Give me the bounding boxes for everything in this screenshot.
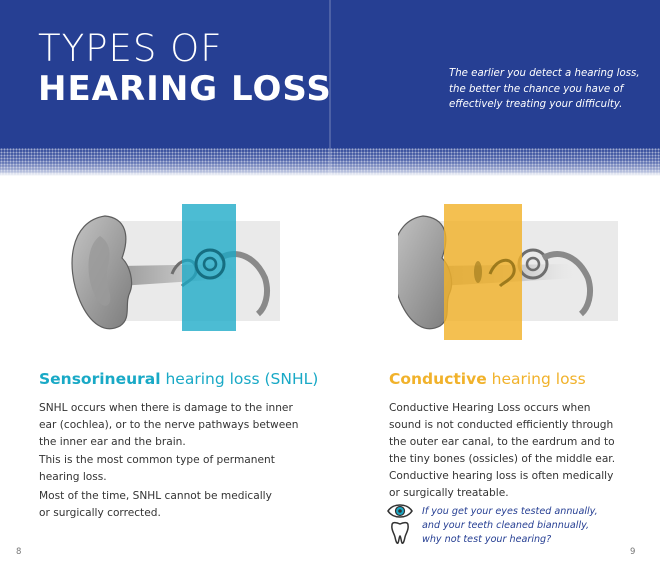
text-line: Most of the time, SNHL cannot be medically [39, 490, 272, 502]
tip-line: If you get your eyes tested annually, [422, 506, 598, 517]
snhl-paragraph-3 [39, 488, 324, 522]
page-title-line2: HEARING LOSS [38, 69, 332, 109]
eye-icon [386, 502, 414, 520]
snhl-paragraph-2 [39, 452, 324, 486]
heading-strong: Conductive [389, 370, 487, 388]
page-number-right: 9 [630, 547, 636, 557]
sensorineural-heading [39, 372, 318, 388]
text-line: hearing loss. [39, 471, 107, 483]
text-line: Conductive hearing loss is often medically [389, 470, 614, 482]
heading-strong: Sensorineural [39, 370, 161, 388]
heading-rest: hearing loss [486, 370, 586, 388]
text-line: the tiny bones (ossicles) of the middle ear. [389, 453, 616, 465]
header-tagline [449, 66, 649, 113]
tip-line: and your teeth cleaned biannually, [422, 520, 590, 531]
tagline-line: the better the chance you have of [449, 83, 624, 95]
ear-illustration-outer-middle-ear [398, 196, 618, 346]
conductive-heading [389, 372, 586, 388]
tagline-line: effectively treating your difficulty. [449, 99, 623, 110]
tip-line: why not test your hearing? [422, 534, 552, 545]
chl-paragraph [389, 400, 654, 502]
text-line: SNHL occurs when there is damage to the inner [39, 402, 293, 414]
text-line: or surgically corrected. [39, 507, 161, 519]
ear-illustration-inner-ear [60, 196, 280, 346]
snhl-paragraph-1 [39, 400, 324, 451]
page-number-left: 8 [16, 547, 22, 557]
text-line: the inner ear and the brain. [39, 436, 186, 448]
tooth-icon [389, 521, 411, 545]
text-line: ear (cochlea), or to the nerve pathways between [39, 419, 299, 431]
text-line: the outer ear canal, to the eardrum and to [389, 436, 615, 448]
hearing-test-tip [422, 505, 652, 547]
heading-rest: hearing loss (SNHL) [160, 370, 319, 388]
text-line: or surgically treatable. [389, 487, 509, 499]
page-title-line1: TYPES OF [38, 27, 223, 70]
tagline-line: The earlier you detect a hearing loss, [449, 68, 640, 79]
text-line: Conductive Hearing Loss occurs when [389, 402, 591, 414]
text-line: This is the most common type of permanent [39, 454, 275, 466]
text-line: sound is not conducted efficiently through [389, 419, 614, 431]
